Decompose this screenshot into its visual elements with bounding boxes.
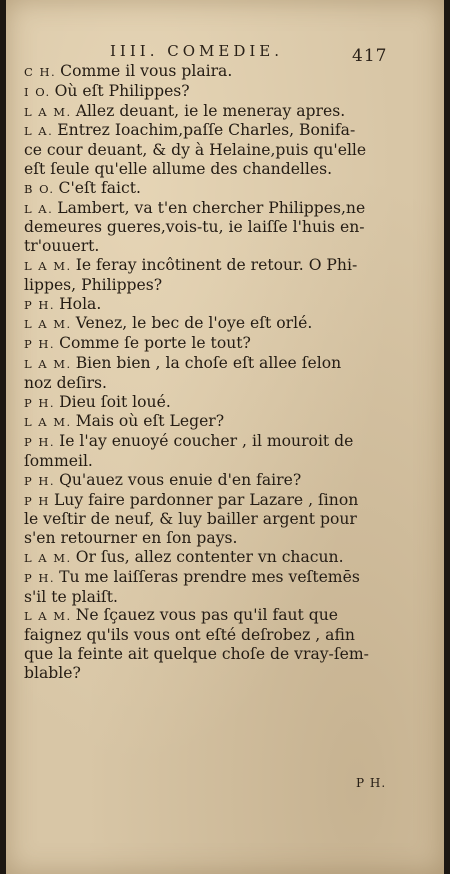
line-text: ce cour deuant, & dy à Helaine,puis qu'elle bbox=[24, 141, 367, 160]
text-line bbox=[24, 529, 396, 548]
text-line bbox=[24, 491, 396, 511]
line-text: Lambert, va t'en chercher Philippes,ne bbox=[57, 198, 366, 217]
line-text: Qu'auez vous enuie d'en faire? bbox=[59, 470, 302, 489]
text-line bbox=[24, 121, 396, 141]
text-line bbox=[24, 62, 396, 82]
speaker-label: P H bbox=[24, 493, 50, 508]
play-text bbox=[24, 62, 396, 683]
running-head: IIII. COMEDIE. bbox=[110, 42, 283, 60]
line-text: faignez qu'ils vous ont eſté deſrobez , afin bbox=[24, 626, 355, 645]
text-line bbox=[24, 314, 396, 334]
line-text: Venez, le bec de l'oye eſt orlé. bbox=[75, 314, 313, 333]
line-text: Tu me laiſſeras prendre mes veſtemēs bbox=[59, 567, 360, 586]
text-line bbox=[24, 568, 396, 588]
speaker-label: L A M. bbox=[24, 258, 72, 273]
line-text: s'en retourner en ſon pays. bbox=[24, 529, 238, 548]
text-line bbox=[24, 295, 396, 315]
line-text: Comme il vous plaira. bbox=[60, 62, 233, 80]
speaker-label: C H. bbox=[24, 65, 57, 79]
speaker-label: L A. bbox=[24, 201, 54, 216]
text-line bbox=[24, 432, 396, 452]
speaker-label: P H. bbox=[24, 337, 56, 352]
text-line bbox=[24, 354, 396, 374]
speaker-label: L A M. bbox=[24, 356, 72, 371]
speaker-label: P H. bbox=[24, 473, 56, 488]
page-number: 417 bbox=[352, 46, 388, 66]
line-text: s'il te plaiſt. bbox=[24, 587, 118, 606]
text-line bbox=[24, 218, 396, 237]
text-line bbox=[24, 199, 396, 219]
line-text: Bien bien , la choſe eſt allee ſelon bbox=[75, 353, 342, 372]
text-line bbox=[24, 374, 396, 393]
line-text: noz deſirs. bbox=[24, 373, 107, 392]
text-line bbox=[24, 664, 396, 683]
speaker-label: L A M. bbox=[24, 609, 72, 624]
line-text: C'eſt faict. bbox=[58, 178, 141, 197]
line-text: demeures gueres,vois-tu, ie laiſſe l'huis en- bbox=[24, 218, 365, 237]
speaker-label: L A. bbox=[24, 124, 54, 139]
line-text: Allez deuant, ie le meneray apres. bbox=[75, 101, 346, 120]
text-line bbox=[24, 334, 396, 354]
speaker-label: L A M. bbox=[24, 104, 72, 119]
line-text: blable? bbox=[24, 663, 81, 682]
speaker-label: P H. bbox=[24, 297, 56, 312]
line-text: Luy faire pardonner par Lazare , ſinon bbox=[53, 490, 359, 509]
page-header bbox=[6, 42, 444, 64]
line-text: ſommeil. bbox=[24, 451, 93, 470]
speaker-label: P H. bbox=[24, 570, 56, 585]
text-line bbox=[24, 82, 396, 102]
text-line bbox=[24, 141, 396, 160]
line-text: tr'ouuert. bbox=[24, 237, 100, 256]
line-text: Or ſus, allez contenter vn chacun. bbox=[75, 547, 344, 566]
speaker-label: B O. bbox=[24, 181, 55, 196]
line-text: Ie feray incôtinent de retour. O Phi- bbox=[75, 255, 358, 274]
text-line bbox=[24, 471, 396, 491]
text-line bbox=[24, 393, 396, 413]
line-text: Comme ſe porte le tout? bbox=[59, 334, 251, 353]
speaker-label: L A M. bbox=[24, 550, 72, 565]
text-line bbox=[24, 412, 396, 432]
text-line bbox=[24, 237, 396, 256]
line-text: le veſtir de neuf, & luy bailler argent pour bbox=[24, 510, 357, 529]
line-text: lippes, Philippes? bbox=[24, 275, 163, 294]
line-text: Où eſt Philippes? bbox=[54, 81, 190, 100]
text-line bbox=[24, 452, 396, 471]
text-line bbox=[24, 645, 396, 664]
speaker-label: I O. bbox=[24, 84, 51, 99]
text-line bbox=[24, 256, 396, 276]
text-line bbox=[24, 160, 396, 179]
line-text: eſt ſeule qu'elle allume des chandelles. bbox=[24, 159, 333, 178]
book-page bbox=[6, 0, 444, 874]
speaker-label: L A M. bbox=[24, 415, 72, 430]
line-text: Mais où eſt Leger? bbox=[75, 412, 225, 431]
speaker-label: P H. bbox=[24, 395, 56, 410]
line-text: Dieu ſoit loué. bbox=[59, 392, 171, 411]
line-text: Hola. bbox=[59, 294, 102, 313]
text-line bbox=[24, 626, 396, 645]
text-line bbox=[24, 588, 396, 607]
text-line bbox=[24, 548, 396, 568]
line-text: Ne ſçauez vous pas qu'il faut que bbox=[75, 606, 339, 625]
line-text: que la feinte ait quelque choſe de vray-ſem- bbox=[24, 644, 369, 663]
speaker-label: L A M. bbox=[24, 317, 72, 332]
text-line bbox=[24, 606, 396, 626]
text-line bbox=[24, 102, 396, 122]
text-line bbox=[24, 510, 396, 529]
catchword: P H. bbox=[356, 776, 387, 790]
line-text: Entrez Ioachim,paſſe Charles, Bonifa- bbox=[57, 121, 356, 140]
text-line bbox=[24, 179, 396, 199]
line-text: Ie l'ay enuoyé coucher , il mouroit de bbox=[59, 432, 354, 451]
speaker-label: P H. bbox=[24, 435, 56, 450]
text-line bbox=[24, 276, 396, 295]
